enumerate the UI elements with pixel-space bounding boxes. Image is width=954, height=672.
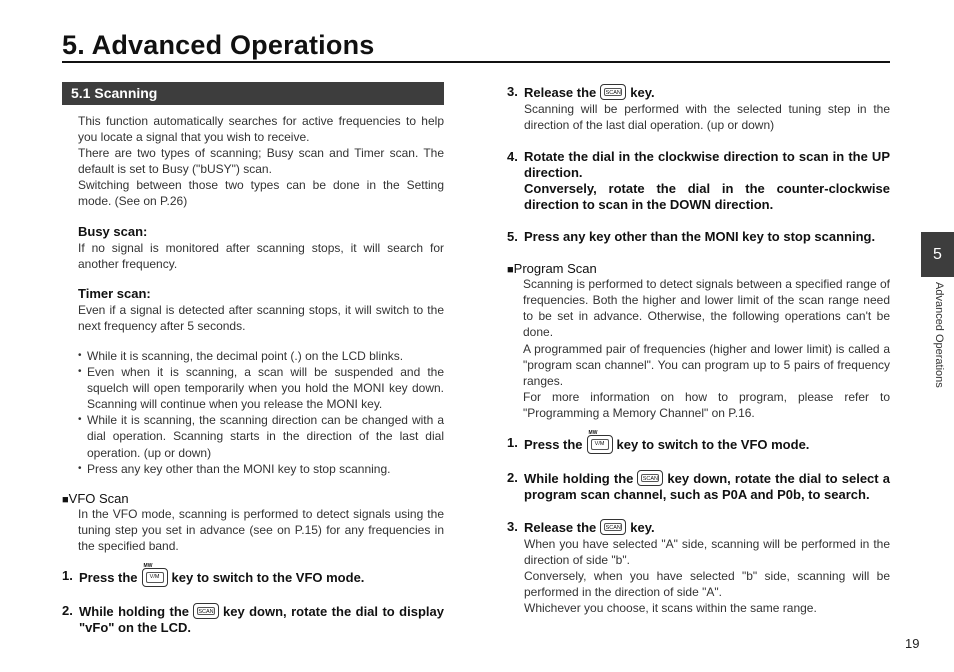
scan-key-icon: SCAN: [600, 84, 626, 100]
vfo-step-5: 5. Press any key other than the MONI key to stop scanning.: [507, 229, 876, 245]
chapter-tab: 5: [921, 232, 954, 277]
intro-paragraph-2: There are two types of scanning; Busy scan and Timer scan. The default is set to Busy ("bUSY") scan.: [78, 146, 444, 177]
page-title: 5. Advanced Operations: [62, 30, 375, 60]
program-step-1: 1. Press the $\frac{MW}{V/M}$ key to switch to the VFO mode.: [507, 430, 810, 453]
vfo-step-3: 3. Release the SCAN key.: [507, 84, 655, 100]
scan-key-icon: SCAN: [600, 519, 626, 535]
left-column: [62, 82, 444, 636]
vfo-step-3-note: Scanning will be performed with the selected tuning step in the direction of the last dial operation. (up or down): [524, 102, 890, 133]
scan-key-icon: SCAN: [637, 470, 663, 486]
chapter-side-label: Advanced Operations: [933, 282, 945, 388]
notes-list: [78, 348, 444, 477]
program-step-3: 3. Release the SCAN key.: [507, 519, 655, 536]
note-item: • While it is scanning, the scanning direction can be changed with a dial operation. Scanning starts in the direction of the last dial operation. (up or down): [78, 412, 444, 460]
scan-key-icon: SCAN: [193, 603, 219, 619]
timer-scan-text: Even if a signal is detected after scanning stops, it will switch to the next frequency after 5 seconds.: [78, 302, 444, 333]
note-item: • Press any key other than the MONI key to stop scanning.: [78, 461, 444, 477]
vfo-scan-heading: ■VFO Scan: [62, 490, 129, 506]
program-step-3-note: Whichever you choose, it scans within the same range.: [524, 601, 817, 616]
vfo-step-4: 4. Rotate the dial in the clockwise direction to scan in the UP direction. Conversely, rotate the dial in the counter-clockwise direction to scan in the DOWN direction.: [507, 149, 890, 213]
vfo-step-1: 1. Press the $\frac{MW}{V/M}$ key to switch to the VFO mode.: [62, 562, 365, 585]
square-bullet-icon: ■: [62, 493, 69, 506]
timer-scan-heading: Timer scan:: [78, 285, 151, 301]
title-divider: [62, 61, 890, 63]
vfo-step-2: 2. While holding the SCAN key down, rotate the dial to display "vFo" on the LCD.: [62, 602, 444, 635]
program-scan-text-1: Scanning is performed to detect signals between a specified range of frequencies. Both the higher and lower limit of the scan range need to be set in advance. Otherwise, the following operations can't be done.: [523, 277, 890, 340]
program-step-3-note: Conversely, when you have selected "b" side, scanning will be performed in the direction of side "A".: [524, 569, 890, 600]
page-number: 19: [905, 636, 920, 651]
vm-key-icon: $\frac{MW}{V/M}$: [142, 568, 168, 587]
note-item: • Even when it is scanning, a scan will be suspended and the squelch will open temporarily when you hold the MONI key down. Scanning will continue when you release the MONI key.: [78, 364, 444, 412]
busy-scan-text: If no signal is monitored after scanning stops, it will search for another frequency.: [78, 240, 444, 271]
program-scan-text-3: For more information on how to program, please refer to "Programming a Memory Channel" on P.16.: [523, 389, 890, 420]
section-heading: 5.1 Scanning: [62, 82, 444, 105]
right-column: [507, 84, 890, 617]
vm-key-icon: $\frac{MW}{V/M}$: [587, 435, 613, 454]
program-scan-text-2: A programmed pair of frequencies (higher and lower limit) is called a "program scan channel". You can program up to 5 pairs of frequency ranges.: [523, 341, 890, 388]
busy-scan-heading: Busy scan:: [78, 223, 148, 239]
program-scan-heading: ■Program Scan: [507, 261, 597, 277]
intro-paragraph-1: This function automatically searches for active frequencies to help you locate a signal that you wish to receive.: [78, 114, 444, 145]
program-step-2: 2. While holding the SCAN key down, rotate the dial to select a program scan channel, such as P0A and P0b, to search.: [507, 470, 890, 503]
program-step-3-note: When you have selected "A" side, scanning will be performed in the direction of side "b".: [524, 537, 890, 568]
square-bullet-icon: ■: [507, 264, 514, 277]
note-item: • While it is scanning, the decimal point (.) on the LCD blinks.: [78, 348, 444, 364]
intro-paragraph-3: Switching between those two types can be done in the Setting mode. (See on P.26): [78, 178, 444, 209]
vfo-scan-text: In the VFO mode, scanning is performed to detect signals using the tuning step you set in advance (see on P.15) for any frequencies in the specified band.: [78, 506, 444, 553]
